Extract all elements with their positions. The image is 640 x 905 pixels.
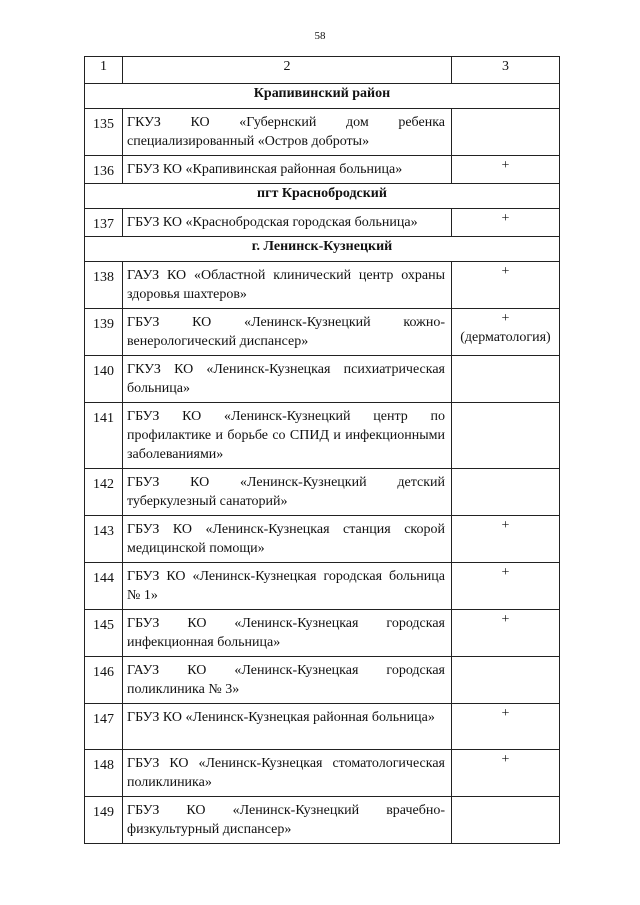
- row-number: 141: [85, 403, 123, 469]
- mark-cell: [452, 156, 560, 184]
- institution-name: ГБУЗ КО «Ленинск-Кузнецкий детский туберкулезный санаторий»: [123, 469, 452, 516]
- plus-mark: +: [501, 158, 510, 173]
- mark-cell: [452, 469, 560, 516]
- plus-mark: +: [501, 311, 510, 326]
- plus-mark: +: [501, 752, 510, 767]
- row-number: 139: [85, 309, 123, 356]
- section-title: г. Ленинск-Кузнецкий: [85, 237, 560, 262]
- institution-name: ГБУЗ КО «Ленинск-Кузнецкая районная больница»: [123, 704, 452, 750]
- header-col-2: 2: [123, 57, 452, 84]
- row-number: 144: [85, 563, 123, 610]
- table-row: [85, 610, 560, 657]
- plus-mark: +: [501, 706, 510, 721]
- mark-cell: [452, 516, 560, 563]
- row-number: 135: [85, 109, 123, 156]
- mark-cell: [452, 563, 560, 610]
- table-row: [85, 797, 560, 844]
- table-row: [85, 516, 560, 563]
- row-number: 137: [85, 209, 123, 237]
- plus-mark: +: [501, 264, 510, 279]
- table-row: [85, 403, 560, 469]
- table-row: [85, 469, 560, 516]
- plus-mark: +: [501, 612, 510, 627]
- mark-cell: [452, 309, 560, 356]
- row-number: 149: [85, 797, 123, 844]
- institution-name: ГБУЗ КО «Ленинск-Кузнецкий центр по профилактике и борьбе со СПИД и инфекционными заболеваниями»: [123, 403, 452, 469]
- institution-name: ГБУЗ КО «Крапивинская районная больница»: [123, 156, 452, 184]
- plus-mark: +: [501, 565, 510, 580]
- row-number: 143: [85, 516, 123, 563]
- table-row: [85, 262, 560, 309]
- row-number: 147: [85, 704, 123, 750]
- institution-name: ГБУЗ КО «Ленинск-Кузнецкий кожно-венерологический диспансер»: [123, 309, 452, 356]
- institution-name: ГАУЗ КО «Областной клинический центр охраны здоровья шахтеров»: [123, 262, 452, 309]
- institution-name: ГБУЗ КО «Краснобродская городская больница»: [123, 209, 452, 237]
- institutions-table: [84, 56, 560, 844]
- table-header-row: [85, 57, 560, 84]
- table-row: [85, 657, 560, 704]
- institution-name: ГАУЗ КО «Ленинск-Кузнецкая городская поликлиника № 3»: [123, 657, 452, 704]
- institution-name: ГБУЗ КО «Ленинск-Кузнецкая стоматологическая поликлиника»: [123, 750, 452, 797]
- mark-note: (дерматология): [460, 330, 551, 345]
- institution-name: ГКУЗ КО «Губернский дом ребенка специализированный «Остров доброты»: [123, 109, 452, 156]
- row-number: 148: [85, 750, 123, 797]
- table-row: [85, 563, 560, 610]
- institution-name: ГКУЗ КО «Ленинск-Кузнецкая психиатрическая больница»: [123, 356, 452, 403]
- row-number: 140: [85, 356, 123, 403]
- institution-name: ГБУЗ КО «Ленинск-Кузнецкая городская больница № 1»: [123, 563, 452, 610]
- mark-cell: [452, 209, 560, 237]
- plus-mark: +: [501, 518, 510, 533]
- header-col-1: 1: [85, 57, 123, 84]
- mark-cell: [452, 750, 560, 797]
- mark-cell: [452, 797, 560, 844]
- plus-mark: +: [501, 211, 510, 226]
- institution-name: ГБУЗ КО «Ленинск-Кузнецкая станция скорой медицинской помощи»: [123, 516, 452, 563]
- table-row: [85, 109, 560, 156]
- institution-name: ГБУЗ КО «Ленинск-Кузнецкая городская инфекционная больница»: [123, 610, 452, 657]
- institution-name: ГБУЗ КО «Ленинск-Кузнецкий врачебно-физкультурный диспансер»: [123, 797, 452, 844]
- row-number: 138: [85, 262, 123, 309]
- table-row: [85, 356, 560, 403]
- section-row: [85, 237, 560, 262]
- mark-cell: [452, 610, 560, 657]
- table-row: [85, 309, 560, 356]
- mark-cell: [452, 704, 560, 750]
- table-row: [85, 704, 560, 750]
- mark-cell: [452, 109, 560, 156]
- table-row: [85, 750, 560, 797]
- row-number: 145: [85, 610, 123, 657]
- mark-cell: [452, 262, 560, 309]
- mark-cell: [452, 356, 560, 403]
- table-row: [85, 156, 560, 184]
- row-number: 142: [85, 469, 123, 516]
- section-title: пгт Краснобродский: [85, 184, 560, 209]
- page-number: 58: [314, 30, 326, 42]
- table-row: [85, 209, 560, 237]
- section-title: Крапивинский район: [85, 84, 560, 109]
- header-col-3: 3: [452, 57, 560, 84]
- section-row: [85, 184, 560, 209]
- row-number: 136: [85, 156, 123, 184]
- row-number: 146: [85, 657, 123, 704]
- section-row: [85, 84, 560, 109]
- mark-cell: [452, 403, 560, 469]
- mark-cell: [452, 657, 560, 704]
